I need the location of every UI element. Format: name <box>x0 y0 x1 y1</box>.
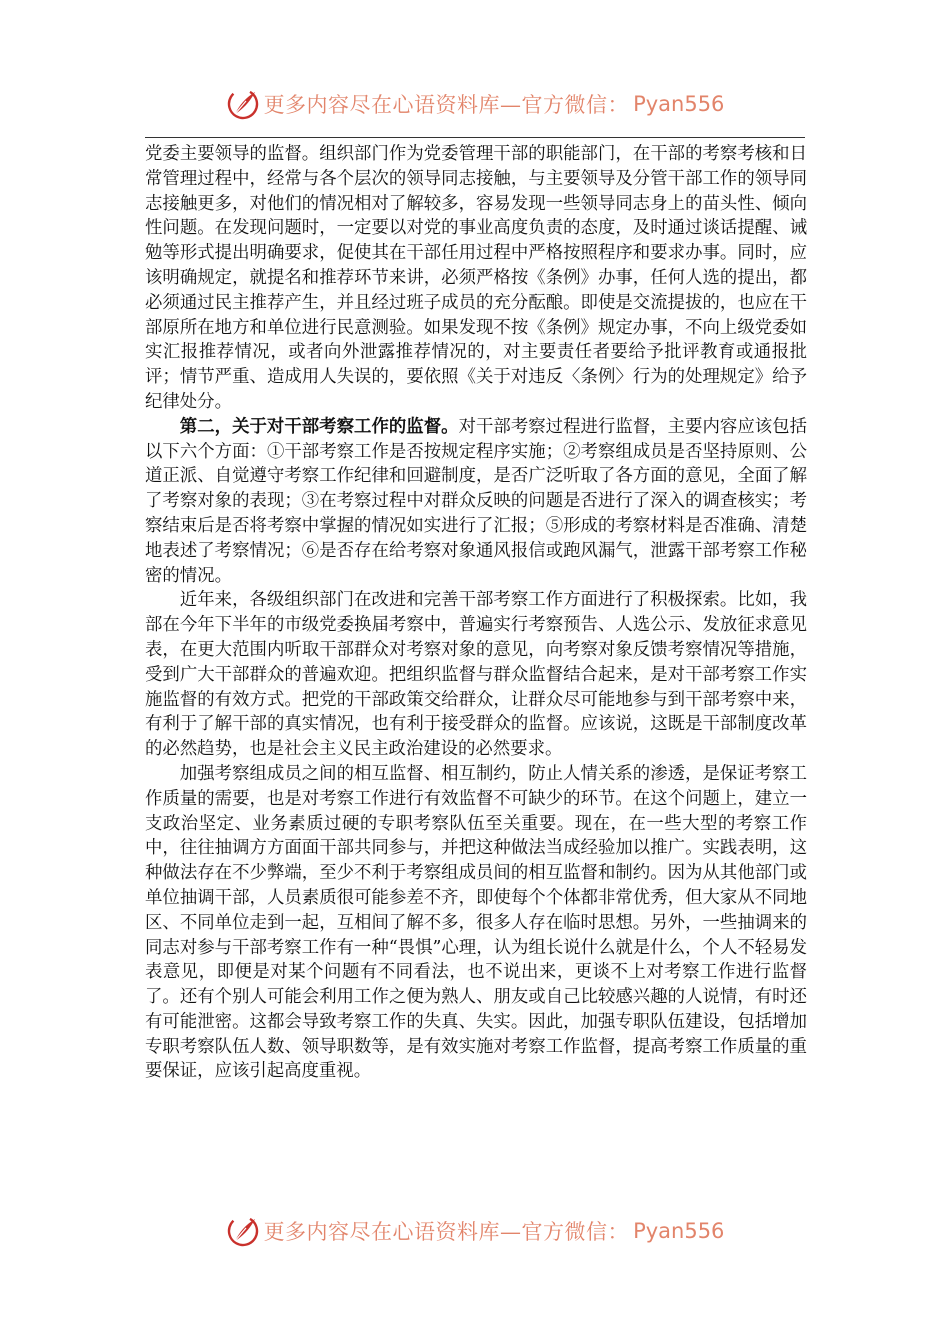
quill-logo-icon <box>226 1214 260 1248</box>
paragraph-2-text: 对干部考察过程进行监督，主要内容应该包括以下六个方面：①干部考察工作是否按规定程序实施；②考察组成员是否坚持原则、公道正派、自觉遵守考察工作纪律和回避制度，是否广泛听取了各方面的意见，全面了解了考察对象的表现；③在考察过程中对群众反映的问题是否进行了深入的调查核实；考察结束后是否将考察中掌握的情况如实进行了汇报；⑤形成的考察材料是否准确、清楚地表述了考察情况；⑥是否存在给考察对象通风报信或跑风漏气，泄露干部考察工作秘密的情况。 <box>145 416 807 586</box>
paragraph-2 <box>145 415 807 589</box>
header-wechat-id: Pyan556 <box>633 92 725 116</box>
document-body <box>145 142 807 1084</box>
paragraph-4-text: 加强考察组成员之间的相互监督、相互制约，防止人情关系的渗透，是保证考察工作质量的需要，也是对考察工作进行有效监督不可缺少的环节。在这个问题上，建立一支政治坚定、业务素质过硬的专职考察队伍至关重要。现在，在一些大型的考察工作中，往往抽调方方面面干部共同参与，并把这种做法当成经验加以推广。实践表明，这种做法存在不少弊端，至少不利于考察组成员间的相互监督和制约。因为从其他部门或单位抽调干部，人员素质很可能参差不齐，即使每个个体都非常优秀，但大家从不同地区、不同单位走到一起，互相间了解不多，很多人存在临时思想。另外，一些抽调来的同志对参与干部考察工作有一种“畏惧”心理，认为组长说什么就是什么，个人不轻易发表意见，即便是对某个问题有不同看法，也不说出来，更谈不上对考察工作进行监督了。还有个别人可能会利用工作之便为熟人、朋友或自己比较感兴趣的人说情，有时还有可能泄密。这都会导致考察工作的失真、失实。因此，加强专职队伍建设，包括增加专职考察队伍人数、领导职数等，是有效实施对考察工作监督，提高考察工作质量的重要保证，应该引起高度重视。 <box>145 763 807 1082</box>
footer-brand <box>0 1211 950 1251</box>
paragraph-4 <box>145 762 807 1084</box>
paragraph-3-text: 近年来，各级组织部门在改进和完善干部考察工作方面进行了积极探索。比如，我部在今年下半年的市级党委换届考察中，普遍实行考察预告、人选公示、发放征求意见表，在更大范围内听取干部群众对考察对象的意见，向考察对象反馈考察情况等措施，受到广大干部群众的普遍欢迎。把组织监督与群众监督结合起来，是对干部考察工作实施监督的有效方式。把党的干部政策交给群众，让群众尽可能地参与到干部考察中来，有利于了解干部的真实情况，也有利于接受群众的监督。应该说，这既是干部制度改革的必然趋势，也是社会主义民主政治建设的必然要求。 <box>145 590 807 760</box>
header-divider <box>145 137 805 138</box>
paragraph-3 <box>145 588 807 762</box>
header-brand-text: 更多内容尽在心语资料库—官方微信： <box>263 93 630 117</box>
paragraph-2-heading: 第二，关于对干部考察工作的监督。 <box>179 416 459 437</box>
header-brand <box>0 84 950 124</box>
footer-brand-text: 更多内容尽在心语资料库—官方微信： <box>263 1220 630 1244</box>
paragraph-1-text: 党委主要领导的监督。组织部门作为党委管理干部的职能部门，在干部的考察考核和日常管理过程中，经常与各个层次的领导同志接触，与主要领导及分管干部工作的领导同志接触更多，对他们的情况相对了解较多，容易发现一些领导同志身上的苗头性、倾向性问题。在发现问题时，一定要以对党的事业高度负责的态度，及时通过谈话提醒、诫勉等形式提出明确要求，促使其在干部任用过程中严格按照程序和要求办事。同时，应该明确规定，就提名和推荐环节来讲，必须严格按《条例》办事，任何人选的提出，都必须通过民主推荐产生，并且经过班子成员的充分酝酿。即使是交流提拔的，也应在干部原所在地方和单位进行民意测验。如果发现不按《条例》规定办事，不向上级党委如实汇报推荐情况，或者向外泄露推荐情况的，对主要责任者要给予批评教育或通报批评；情节严重、造成用人失误的，要依照《关于对违反〈条例〉行为的处理规定》给予纪律处分。 <box>145 144 807 412</box>
paragraph-1 <box>145 142 807 415</box>
footer-wechat-id: Pyan556 <box>633 1219 725 1243</box>
quill-logo-icon <box>226 87 260 121</box>
